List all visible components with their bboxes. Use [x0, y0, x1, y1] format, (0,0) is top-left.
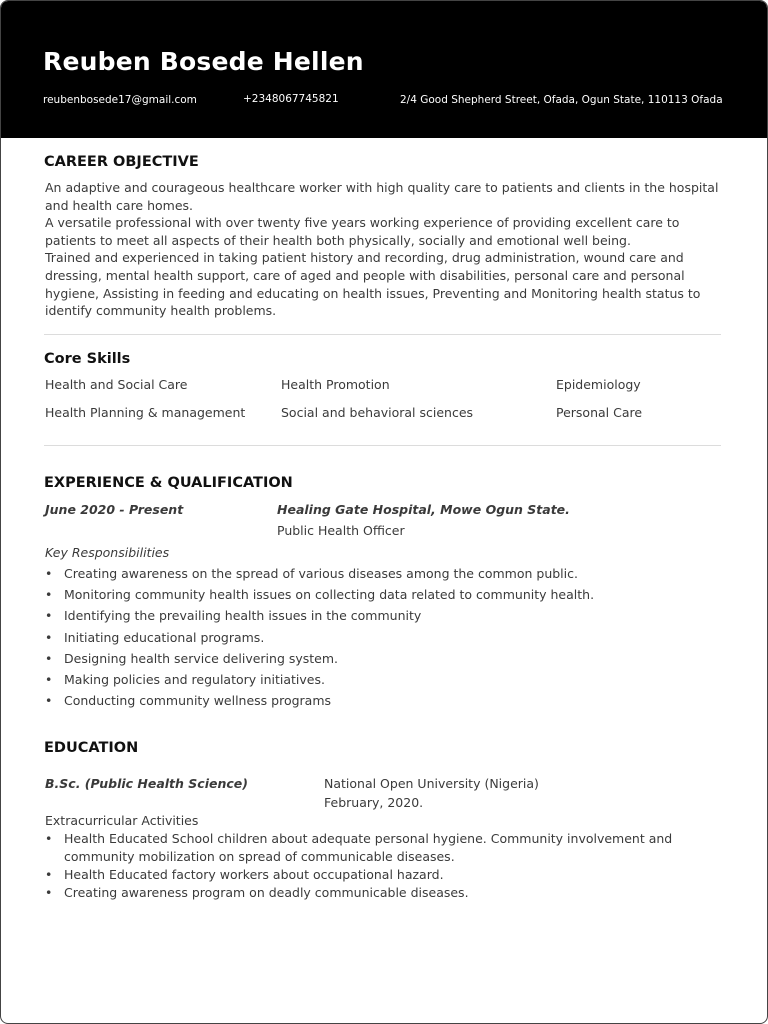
- skill-item: Epidemiology: [556, 377, 641, 392]
- job-period: June 2020 - Present: [45, 502, 184, 517]
- skill-item: Health and Social Care: [45, 377, 188, 392]
- objective-paragraph: An adaptive and courageous healthcare worker with high quality care to patients and clients in the hospital and health care homes.: [45, 180, 719, 213]
- extracurricular-list: [45, 830, 685, 902]
- list-item: • Identifying the prevailing health issues in the community: [45, 608, 705, 629]
- list-item: • Creating awareness program on deadly communicable diseases.: [45, 884, 685, 902]
- school-name: National Open University (Nigeria): [324, 776, 539, 791]
- objective-text: [45, 179, 725, 320]
- objective-heading: CAREER OBJECTIVE: [44, 154, 199, 170]
- objective-paragraph: A versatile professional with over twenty five years working experience of providing excellent care to patients to meet all aspects of their health both physically, socially and emotional well being.: [45, 215, 680, 248]
- skills-heading: Core Skills: [44, 351, 131, 367]
- contact-email: reubenbosede17@gmail.com: [43, 94, 197, 106]
- contact-address: 2/4 Good Shepherd Street, Ofada, Ogun State, 110113 Ofada: [400, 94, 723, 106]
- list-item: • Designing health service delivering system.: [45, 651, 705, 672]
- skill-item: Health Promotion: [281, 377, 390, 392]
- contact-phone: +2348067745821: [243, 93, 339, 105]
- section-divider: [44, 334, 721, 335]
- header-banner: [1, 1, 767, 138]
- graduation-date: February, 2020.: [324, 795, 424, 810]
- list-item: • Health Educated School children about adequate personal hygiene. Community involvement and community mobilization on spread of communicable diseases.: [45, 830, 685, 866]
- job-role: Public Health Officer: [277, 523, 405, 538]
- responsibilities-label: Key Responsibilities: [45, 545, 170, 560]
- job-employer: Healing Gate Hospital, Mowe Ogun State.: [277, 502, 570, 517]
- objective-paragraph: Trained and experienced in taking patient history and recording, drug administration, wound care and dressing, mental health support, care of aged and people with disabilities, personal care and personal hygiene, Assisting in feeding and educating on health issues, Preventing and Monitoring health status to identify community health problems.: [45, 250, 701, 319]
- education-heading: EDUCATION: [44, 740, 139, 756]
- section-divider: [44, 445, 721, 446]
- list-item: • Initiating educational programs.: [45, 630, 705, 651]
- skill-item: Personal Care: [556, 405, 643, 420]
- list-item: • Monitoring community health issues on collecting data related to community health.: [45, 587, 705, 608]
- degree: B.Sc. (Public Health Science): [45, 776, 248, 791]
- list-item: • Creating awareness on the spread of various diseases among the common public.: [45, 566, 705, 587]
- skill-item: Social and behavioral sciences: [281, 405, 474, 420]
- responsibilities-list: [45, 566, 705, 714]
- list-item: • Conducting community wellness programs: [45, 693, 705, 714]
- skill-item: Health Planning & management: [45, 405, 246, 420]
- list-item: • Health Educated factory workers about occupational hazard.: [45, 866, 685, 884]
- extracurricular-label: Extracurricular Activities: [45, 813, 199, 828]
- experience-heading: EXPERIENCE & QUALIFICATION: [44, 475, 293, 491]
- candidate-name: Reuben Bosede Hellen: [43, 47, 364, 76]
- list-item: • Making policies and regulatory initiatives.: [45, 672, 705, 693]
